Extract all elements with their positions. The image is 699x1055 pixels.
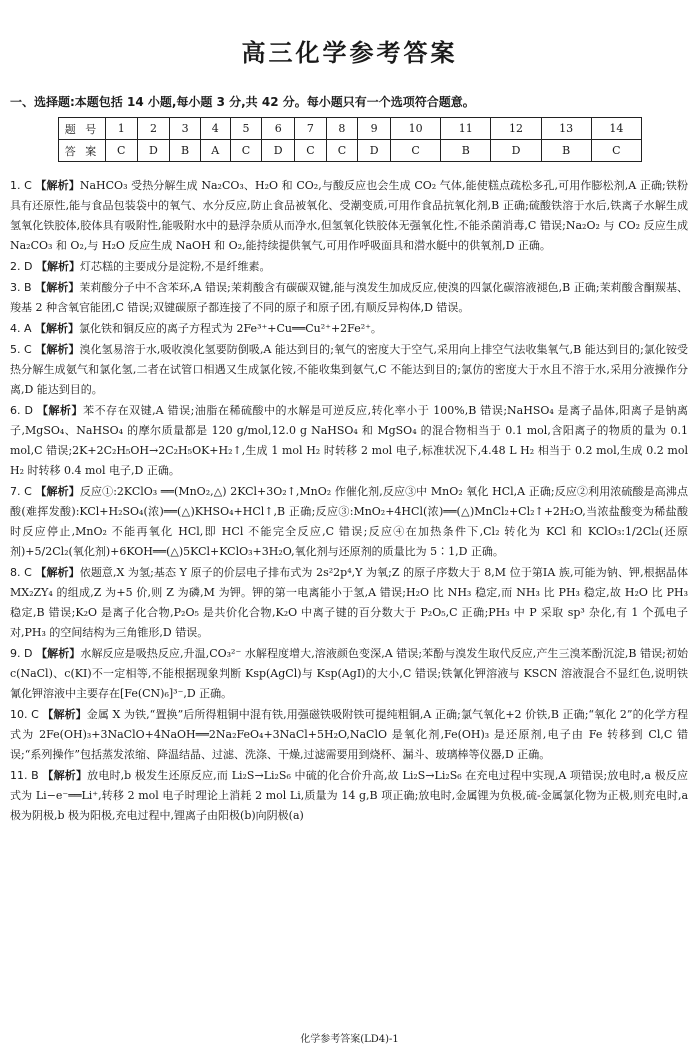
explanation-item [10,278,688,318]
analysis-tag: 【解析】 [42,708,87,721]
item-number: 8. C [10,566,32,579]
analysis-tag: 【解析】 [35,343,80,356]
answer-cell: C [326,140,358,162]
section-heading: 一、选择题:本题包括 14 小题,每小题 3 分,共 42 分。每小题只有一个选项符合题意。 [10,95,475,109]
question-number: 5 [230,118,262,140]
analysis-tag: 【解析】 [35,260,80,273]
row-header: 答 案 [59,140,106,162]
item-number: 5. C [10,343,32,356]
question-number: 7 [295,118,327,140]
item-text: 依题意,X 为氢;基态 Y 原子的价层电子排布式为 2s²2p⁴,Y 为氧;Z 的原子序数大于 8,M 位于第ⅠA 族,可能为钠、钾,根据晶体 MX₂ZY₄ 的组成,Z 为+5 价,则 Z 为磷,M 为钾。钾的第一电离能小于氢,A 错误;H₂O 比 NH₃ 稳定,而 NH₃ 比 PH₃ 稳定,故 H₂O 比 PH₃ 稳定,B 错误;K₂O 是离子化合物,P₂O₅ 是共价化合物,K₂O 中离子键的百分数大于 P₂O₅,C 正确;PH₃ 中 P 采取 sp³ 杂化,有 1 个孤电子对,PH₃ 的空间结构为三角锥形,D 错误。 [10,566,688,639]
analysis-tag: 【解析】 [35,485,80,498]
answer-cell: B [541,140,591,162]
explanation-item [10,401,688,481]
analysis-tag: 【解析】 [35,179,80,192]
question-number: 11 [441,118,491,140]
answer-cell: C [230,140,262,162]
explanation-item [10,176,688,256]
answer-cell: C [591,140,641,162]
answer-cell: C [106,140,138,162]
answer-table [58,117,642,162]
answer-cell: D [491,140,541,162]
item-text: 茉莉酸分子中不含苯环,A 错误;茉莉酸含有碳碳双键,能与溴发生加成反应,使溴的四氯化碳溶液褪色,B 正确;茉莉酸含酮羰基、羧基 2 种含氧官能团,C 错误;双键碳原子都连接了不同的原子和原子团,有顺反异构体,D 错误。 [10,281,689,314]
answer-cell: C [391,140,441,162]
analysis-tag: 【解析】 [42,769,88,782]
item-text: 放电时,b 极发生还原反应,而 Li₂S→Li₂S₆ 中硫的化合价升高,故 Li₂S→Li₂S₆ 在充电过程中实现,A 项错误;放电时,a 极反应式为 Li−e⁻══Li⁺,转移 2 mol 电子时理论上消耗 2 mol Li,质量为 14 g,B 项正确;放电时,金属锂为负极,硫-金属氯化物为正极,则充电时,a 极为阴极,b 极为阳极,充电过程中,锂离子由阳极(b)向阴极(a) [10,769,689,822]
question-number: 8 [326,118,358,140]
row-header: 题 号 [59,118,106,140]
page-footer: 化学参考答案(LD4)-1 [300,1034,399,1045]
item-text: 氯化铁和铜反应的离子方程式为 2Fe³⁺+Cu══Cu²⁺+2Fe²⁺。 [79,322,382,335]
question-number: 10 [391,118,441,140]
item-number: 7. C [10,485,32,498]
item-text: 金属 X 为铁,“置换”后所得粗铜中混有铁,用强磁铁吸附铁可提纯粗铜,A 正确;氯气氧化+2 价铁,B 正确;“氧化 2”的化学方程式为 2Fe(OH)₃+3NaClO+4NaOH══2Na₂FeO₄+3NaCl+5H₂O,NaClO 是氧化剂,Fe(OH)₃ 是还原剂,电子由 Fe 转移到 Cl,C 错误;“系列操作”包括蒸发浓缩、降温结晶、过滤、洗涤、干燥,过滤需要用到烧杯、漏斗、玻璃棒等仪器,D 正确。 [10,708,689,761]
explanation-item [10,766,688,826]
question-number: 4 [200,118,230,140]
question-number: 9 [358,118,391,140]
answer-cell: B [170,140,200,162]
explanation-item [10,482,688,562]
item-text: 反应①:2KClO₃ ══(MnO₂,△) 2KCl+3O₂↑,MnO₂ 作催化剂,反应③中 MnO₂ 氧化 HCl,A 正确;反应②利用浓硫酸是高沸点酸(难挥发酸):KCl+H₂SO₄(浓)══(△)KHSO₄+HCl↑,B 正确;反应③:MnO₂+4HCl(浓)══(△)MnCl₂+Cl₂↑+2H₂O,当浓盐酸变为稀盐酸时反应停止,MnO₂ 不能再氧化 HCl,即 HCl 不能完全反应,C 错误;反应④在加热条件下,Cl₂ 转化为 KCl 和 KClO₃:1/2Cl₂(还原剂)+5/2Cl₂(氧化剂)+6KOH══(△)5KCl+KClO₃+3H₂O,氧化剂与还原剂的质量比为 5∶1,D 正确。 [10,485,688,558]
item-number: 3. B [10,281,32,294]
answer-cell: B [441,140,491,162]
page-title: 高三化学参考答案 [241,39,458,67]
item-number: 10. C [10,708,39,721]
answer-cell: C [295,140,327,162]
answer-cell: D [262,140,295,162]
analysis-tag: 【解析】 [37,404,84,417]
question-number: 13 [541,118,591,140]
explanation-list [10,176,688,827]
explanation-item [10,563,688,643]
question-number: 12 [491,118,541,140]
analysis-tag: 【解析】 [35,281,80,294]
question-number: 6 [262,118,295,140]
item-text: 水解反应是吸热反应,升温,CO₃²⁻ 水解程度增大,溶液颜色变深,A 错误;苯酚与溴发生取代反应,产生三溴苯酚沉淀,B 错误;初始 c(NaCl)、c(KI)不一定相等,不能根据现象判断 Ksp(AgCl)与 Ksp(AgI)的大小,C 错误;铁氰化钾溶液与 KSCN 溶液混合不显红色,说明铁氰化钾溶液中主要存在[Fe(CN)₆]³⁻,D 正确。 [10,647,689,700]
item-number: 9. D [10,647,33,660]
item-text: 灯芯糕的主要成分是淀粉,不是纤维素。 [79,260,271,273]
item-number: 4. A [10,322,32,335]
analysis-tag: 【解析】 [36,647,81,660]
item-text: NaHCO₃ 受热分解生成 Na₂CO₃、H₂O 和 CO₂,与酸反应也会生成 CO₂ 气体,能使糕点疏松多孔,可用作膨松剂,A 正确;铁粉具有还原性,能与食品包装袋中的氧气、水分反应,防止食品被氧化、受潮变质,可用作食品抗氧化剂,B 正确;硫酸铁溶于水后,铁离子水解生成氢氧化铁胶体,胶体具有吸附性,能吸附水中的悬浮杂质从而净水,但氢氧化铁胶体无强氧化性,不能杀菌消毒,C 错误;Na₂O₂ 与 CO₂ 反应生成 Na₂CO₃ 和 O₂,与 H₂O 反应生成 NaOH 和 O₂,能持续提供氧气,可用作呼吸面具和潜水艇中的供氧剂,D 正确。 [10,179,688,252]
answer-cell: D [137,140,170,162]
explanation-item [10,644,688,704]
explanation-item [10,705,688,765]
question-number: 14 [591,118,641,140]
item-number: 6. D [10,404,33,417]
analysis-tag: 【解析】 [35,566,80,579]
item-text: 溴化氢易溶于水,吸收溴化氢要防倒吸,A 能达到目的;氧气的密度大于空气,采用向上排空气法收集氧气,B 能达到目的;氯化铵受热分解生成氨气和氯化氢,二者在试管口相遇又生成氯化铵,不能收集到氨气,C 不能达到目的;氯仿的密度大于水且不溶于水,采用分液操作分离,D 能达到目的。 [10,343,688,396]
question-number: 1 [106,118,138,140]
explanation-item [10,257,688,277]
item-text: 苯不存在双键,A 错误;油脂在稀硫酸中的水解是可逆反应,转化率小于 100%,B 错误;NaHSO₄ 是离子晶体,阳离子是钠离子,MgSO₄、NaHSO₄ 的摩尔质量都是 120 g/mol,12.0 g NaHSO₄ 和 MgSO₄ 的混合物相当于 0.1 mol,含阳离子的物质的量为 0.1 mol,C 错误;2K+2C₂H₅OH→2C₂H₅OK+H₂↑,生成 1 mol H₂ 时转移 2 mol 电子,标准状况下,4.48 L H₂ 相当于 0.2 mol,生成 0.2 mol H₂ 时转移 0.4 mol 电子,D 正确。 [10,404,688,477]
analysis-tag: 【解析】 [35,322,80,335]
explanation-item [10,319,688,339]
answer-cell: D [358,140,391,162]
question-number: 3 [170,118,200,140]
question-number: 2 [137,118,170,140]
answer-cell: A [200,140,230,162]
answer-table-answer-row [59,140,642,162]
item-number: 1. C [10,179,32,192]
item-number: 2. D [10,260,33,273]
explanation-item [10,340,688,400]
answer-table-number-row [59,118,642,140]
item-number: 11. B [10,769,39,782]
